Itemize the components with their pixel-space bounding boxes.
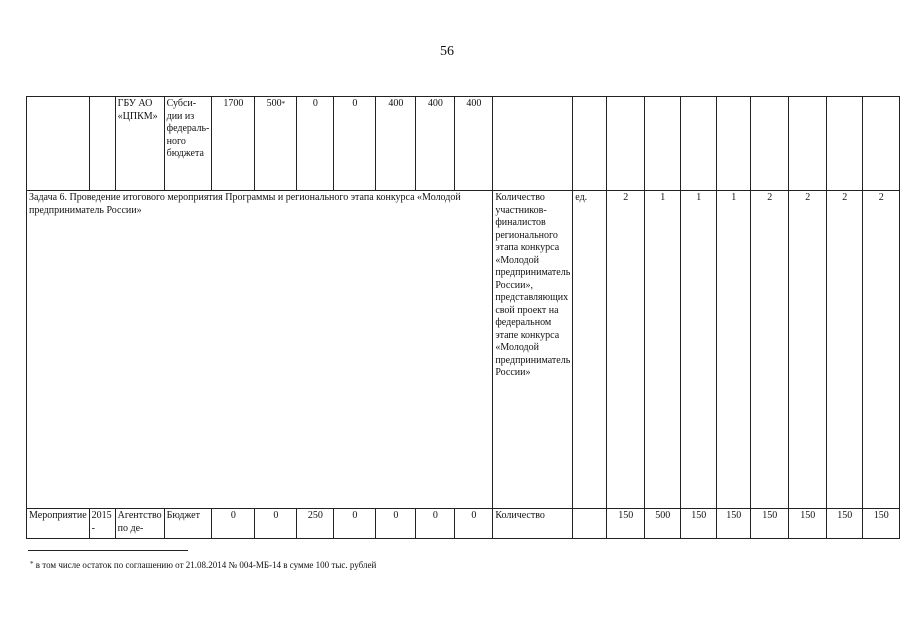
footnote-text: в том числе остаток по соглашению от 21.08.2014 № 004-МБ-14 в сумме 100 тыс. рублей bbox=[35, 560, 377, 570]
value-cell: 400 bbox=[376, 97, 416, 191]
budget-table bbox=[26, 96, 900, 539]
target-value-cell: 150 bbox=[607, 509, 645, 539]
table-cell bbox=[493, 97, 573, 191]
table-cell bbox=[89, 97, 115, 191]
target-value-cell: 150 bbox=[827, 509, 863, 539]
value-cell: 250 bbox=[297, 509, 334, 539]
value-cell: 0 bbox=[297, 97, 334, 191]
table-row bbox=[27, 97, 900, 191]
unit-cell: ед. bbox=[573, 191, 607, 509]
activity-cell: Мероприятие bbox=[27, 509, 90, 539]
target-value-cell: 150 bbox=[681, 509, 717, 539]
value-cell: 400 bbox=[455, 97, 493, 191]
funding-source-cell: Бюджет bbox=[164, 509, 212, 539]
target-value-cell: 1 bbox=[681, 191, 717, 509]
value-cell: 500* bbox=[255, 97, 297, 191]
target-value-cell: 150 bbox=[751, 509, 789, 539]
footnote-marker: * bbox=[281, 100, 286, 108]
footnote bbox=[30, 560, 376, 570]
table-cell bbox=[27, 97, 90, 191]
table-cell bbox=[751, 97, 789, 191]
value-cell: 400 bbox=[416, 97, 455, 191]
value-cell: 1700 bbox=[212, 97, 255, 191]
footnote-mark: * bbox=[30, 560, 34, 568]
value-cell: 0 bbox=[334, 509, 376, 539]
table-cell bbox=[789, 97, 827, 191]
table-cell bbox=[607, 97, 645, 191]
target-value-cell: 2 bbox=[827, 191, 863, 509]
value-cell: 0 bbox=[455, 509, 493, 539]
target-value-cell: 500 bbox=[645, 509, 681, 539]
table-cell bbox=[863, 97, 900, 191]
value-cell: 0 bbox=[255, 509, 297, 539]
task-6-title: Задача 6. Проведение итогового мероприятия Программы и регионального этапа конкурса «Молодой предприниматель России» bbox=[27, 191, 493, 509]
target-value-cell: 2 bbox=[607, 191, 645, 509]
unit-cell bbox=[573, 509, 607, 539]
table-cell bbox=[573, 97, 607, 191]
value-cell: 0 bbox=[334, 97, 376, 191]
target-value-cell: 2 bbox=[863, 191, 900, 509]
target-value-cell: 1 bbox=[645, 191, 681, 509]
executor-cell: Агентство по де- bbox=[115, 509, 164, 539]
period-cell: 2015 - bbox=[89, 509, 115, 539]
target-value-cell: 150 bbox=[717, 509, 751, 539]
indicator-cell: Количество участников-финалистов регионального этапа конкурса «Молодой предприниматель России», представляющих свой проект на федеральном этапе конкурса «Молодой предприниматель России» bbox=[493, 191, 573, 509]
footnote-separator bbox=[28, 550, 188, 551]
table-row bbox=[27, 509, 900, 539]
funding-source-cell: Субси-дии из федераль-ного бюджета bbox=[164, 97, 212, 191]
target-value-cell: 150 bbox=[863, 509, 900, 539]
target-value-cell: 1 bbox=[717, 191, 751, 509]
target-value-cell: 150 bbox=[789, 509, 827, 539]
executor-cell: ГБУ АО «ЦПКМ» bbox=[115, 97, 164, 191]
table-row bbox=[27, 191, 900, 509]
table-cell bbox=[717, 97, 751, 191]
value-cell: 0 bbox=[376, 509, 416, 539]
table-cell bbox=[827, 97, 863, 191]
page-number: 56 bbox=[440, 44, 454, 59]
value-cell: 0 bbox=[416, 509, 455, 539]
table-cell bbox=[645, 97, 681, 191]
table-cell bbox=[681, 97, 717, 191]
target-value-cell: 2 bbox=[751, 191, 789, 509]
target-value-cell: 2 bbox=[789, 191, 827, 509]
value-cell: 0 bbox=[212, 509, 255, 539]
indicator-cell: Количество bbox=[493, 509, 573, 539]
